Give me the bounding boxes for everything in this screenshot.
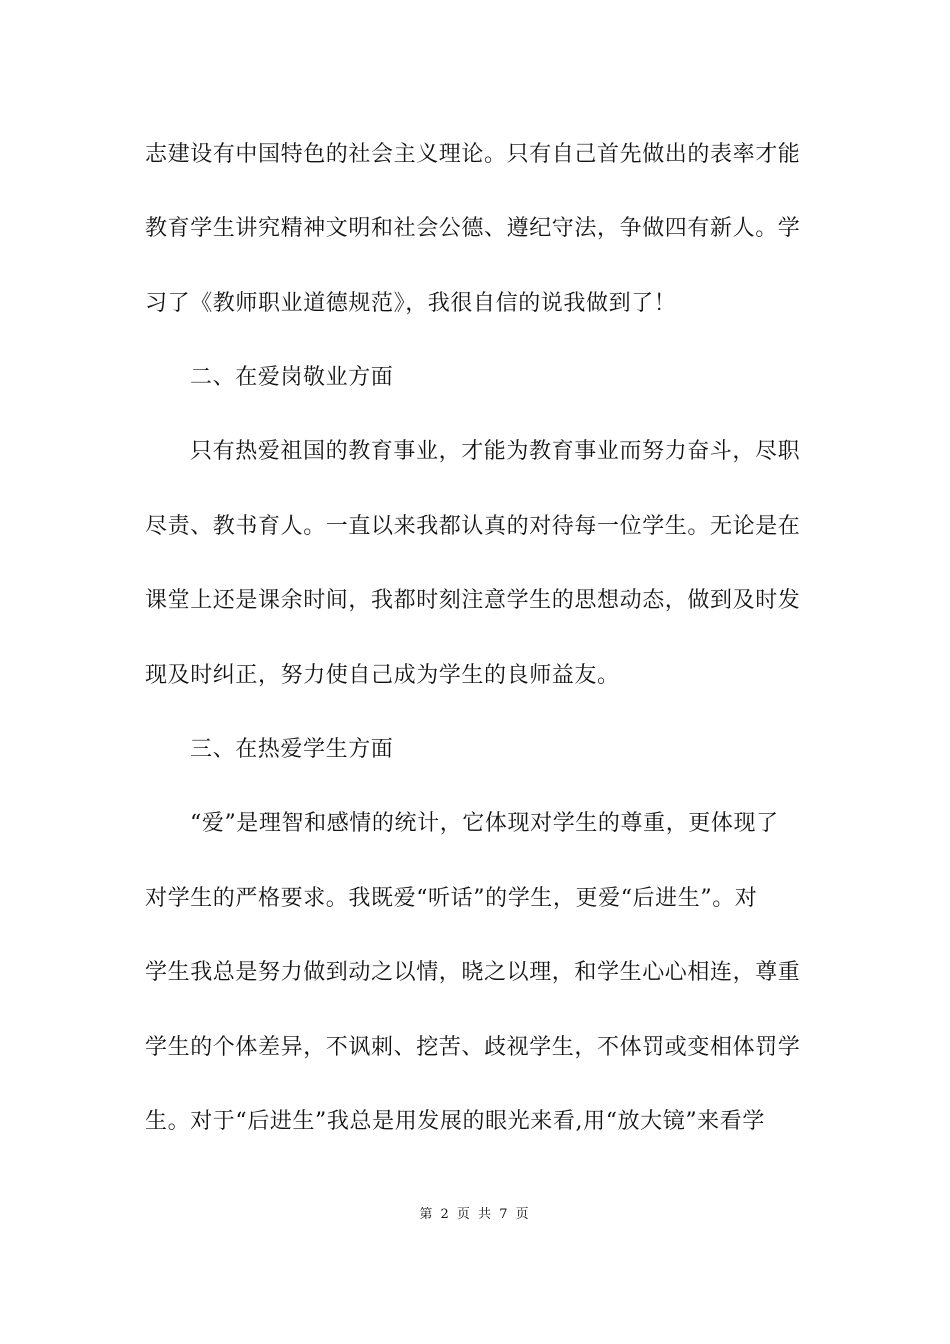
total-pages-number: 7 — [499, 1207, 510, 1222]
footer-middle: 页 共 — [456, 1207, 494, 1222]
footer-suffix: 页 — [515, 1207, 531, 1222]
text-line: 课堂上还是课余时间，我都时刻注意学生的思想动态，做到及时发 — [145, 588, 801, 613]
text-line: 只有热爱祖国的教育事业，才能为教育事业而努力奋斗，尽职 — [190, 439, 801, 464]
section-heading: 二、在爱岗敬业方面 — [190, 365, 394, 390]
page-footer — [0, 1206, 950, 1224]
text-line: 教育学生讲究精神文明和社会公德、遵纪守法，争做四有新人。学 — [145, 216, 801, 241]
text-line: 学生我总是努力做到动之以情，晓之以理，和学生心心相连，尊重 — [145, 960, 801, 985]
text-line: 对学生的严格要求。我既爱“听话”的学生，更爱“后进生”。对 — [145, 886, 758, 911]
text-line: 现及时纠正，努力使自己成为学生的良师益友。 — [145, 663, 620, 688]
text-line: 志建设有中国特色的社会主义理论。只有自己首先做出的表率才能 — [145, 142, 801, 167]
text-line: 习了《教师职业道德规范》，我很自信的说我做到了！ — [145, 291, 677, 316]
footer-prefix: 第 — [419, 1207, 435, 1222]
text-line: 学生的个体差异，不讽刺、挖苦、歧视学生，不体罚或变相体罚学 — [145, 1035, 801, 1060]
section-heading: 三、在热爱学生方面 — [190, 737, 394, 762]
text-line: “爱”是理智和感情的统计，它体现对学生的尊重，更体现了 — [190, 811, 779, 836]
current-page-number: 2 — [440, 1207, 451, 1222]
text-line: 生。对于“后进生”我总是用发展的眼光来看,用“放大镜”来看学 — [145, 1109, 765, 1134]
text-line: 尽责、教书育人。一直以来我都认真的对待每一位学生。无论是在 — [145, 514, 801, 539]
